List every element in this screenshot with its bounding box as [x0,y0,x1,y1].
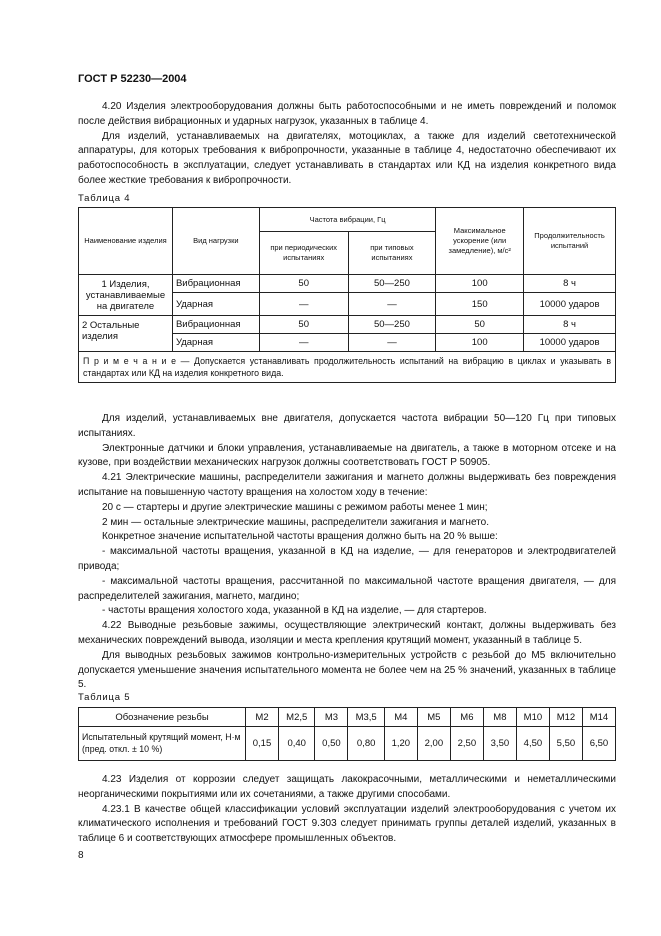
paragraph: 4.22 Выводные резьбовые зажимы, осуществляющие электрический контакт, должны выдерживать без механических повреждений вывода, изоляции и места крепления крутящий момент, указанный в таблице 5. [78,620,616,646]
header-duration: Продолжительность испытаний [524,208,616,275]
paragraph: 20 с — стартеры и другие электрические машины с режимом работы менее 1 мин; [102,501,488,513]
table4-caption: Таблица 4 [78,193,131,204]
thread-cell: М2,5 [279,708,315,727]
torque-cell: 0,50 [315,727,348,761]
torque-cell: 0,40 [279,727,315,761]
thread-cell: М6 [450,708,483,727]
thread-cell: М4 [384,708,417,727]
header-acceleration: Максимальное ускорение (или замедление), м/с² [436,208,524,275]
cell-periodic: 50 [259,275,348,293]
paragraph: Для выводных резьбовых зажимов контрольно-измерительных устройств с резьбой до М5 включительно допускается уменьшение значения испытательного момента не более чем на 25 % значений, указанных в таблице 5. [78,649,616,691]
cell-periodic: — [259,334,348,352]
text-block-3 [78,773,616,847]
paragraph: - частоты вращения холостого хода, указанной в КД на изделие, — для стартеров. [102,605,487,617]
cell-load: Ударная [172,334,259,352]
header-name: Наименование изделия [79,208,173,275]
paragraph: 2 мин — остальные электрические машины, распределители зажигания и магнето. [102,516,489,528]
thread-cell: М5 [417,708,450,727]
header-load: Вид нагрузки [172,208,259,275]
paragraph: 4.21 Электрические машины, распределители зажигания и магнето должны выдерживать без повреждения испытание на повышенную частоту вращения на холостом ходу в течение: [78,472,616,498]
torque-cell: 3,50 [483,727,516,761]
paragraph: 4.20 Изделия электрооборудования должны быть работоспособными и не иметь повреждений и поломок после действия вибрационных и ударных нагрузок, указанных в таблице 4. [78,101,616,127]
thread-cell: М14 [582,708,615,727]
page-number: 8 [78,850,84,861]
paragraph: Для изделий, устанавливаемых на двигателях, мотоциклах, а также для изделий светотехнической аппаратуры, для которых требования к вибропрочности, указанные в таблице 4, недостаточно обеспечивают их работоспособность в эксплуатации, следует устанавливать в стандартах или КД на изделия конкретного вида более жесткие требования к вибропрочности. [78,130,616,186]
paragraph: Конкретное значение испытательной частоты вращения должно быть на 20 % выше: [102,531,498,543]
thread-cell: М8 [483,708,516,727]
table4-note: П р и м е ч а н и е — Допускается устанавливать продолжительность испытаний на вибрацию в циклах и указывать в стандартах или КД на изделия конкретного вида. [79,352,616,383]
torque-label: Испытательный крутящий момент, Н·м (пред. откл. ± 10 %) [79,727,246,761]
page-header: ГОСТ Р 52230—2004 [78,73,187,85]
thread-row [79,708,616,727]
thread-cell: М2 [246,708,279,727]
thread-cell: М10 [516,708,549,727]
header-frequency: Частота вибрации, Гц [259,208,435,232]
paragraph: Для изделий, устанавливаемых вне двигателя, допускается частота вибрации 50—120 Гц при типовых испытаниях. [78,413,616,439]
cell-typical: 50—250 [348,316,436,334]
header-freq-typical: при типовых испытаниях [348,232,436,275]
table-5 [78,707,616,761]
cell-load: Вибрационная [172,275,259,293]
torque-cell: 0,15 [246,727,279,761]
paragraph: 4.23.1 В качестве общей классификации условий эксплуатации изделий электрооборудования с учетом их климатического исполнения и требований ГОСТ 9.303 следует принимать группы деталей изделий, указанных в таблице 6 и соответствующих атмосфере промышленных объектов. [78,803,616,845]
cell-typical: — [348,334,436,352]
cell-load: Вибрационная [172,316,259,334]
cell-load: Ударная [172,293,259,316]
thread-cell: М3 [315,708,348,727]
paragraph: - максимальной частоты вращения, указанной в КД на изделие, — для генераторов и электродвигателей привода; [78,546,616,572]
cell-periodic: 50 [259,316,348,334]
cell-accel: 100 [436,334,524,352]
torque-cell: 2,00 [417,727,450,761]
cell-duration: 8 ч [524,316,616,334]
cell-duration: 10000 ударов [524,334,616,352]
cell-typical: — [348,293,436,316]
paragraph: 4.23 Изделия от коррозии следует защищать лакокрасочными, металлическими и неметаллическими неорганическими покрытиями или их сочетаниями, а также другими способами. [78,774,616,800]
header-freq-periodic: при периодических испытаниях [259,232,348,275]
row-name: 1 Изделия, устанавливаемые на двигателе [79,275,173,316]
table5-caption: Таблица 5 [78,692,131,703]
cell-accel: 50 [436,316,524,334]
thread-cell: М12 [549,708,582,727]
cell-duration: 8 ч [524,275,616,293]
torque-cell: 6,50 [582,727,615,761]
paragraph: - максимальной частоты вращения, рассчитанной по максимальной частоте вращения двигателя, — для распределителей зажигания, магнето, магдино; [78,575,616,602]
text-block-2 [78,412,616,693]
torque-row [79,727,616,761]
torque-cell: 0,80 [348,727,384,761]
torque-cell: 5,50 [549,727,582,761]
cell-periodic: — [259,293,348,316]
paragraph: Электронные датчики и блоки управления, устанавливаемые на двигатель, а также в моторном отсеке и на кузове, при воздействии механических нагрузок должны соответствовать ГОСТ Р 50905. [78,442,616,469]
text-block-1 [78,100,616,189]
torque-cell: 1,20 [384,727,417,761]
thread-cell: М3,5 [348,708,384,727]
torque-cell: 2,50 [450,727,483,761]
torque-cell: 4,50 [516,727,549,761]
cell-duration: 10000 ударов [524,293,616,316]
thread-label: Обозначение резьбы [79,708,246,727]
cell-accel: 100 [436,275,524,293]
row-name: 2 Остальные изделия [79,316,173,352]
cell-typical: 50—250 [348,275,436,293]
cell-accel: 150 [436,293,524,316]
table-4 [78,207,616,383]
